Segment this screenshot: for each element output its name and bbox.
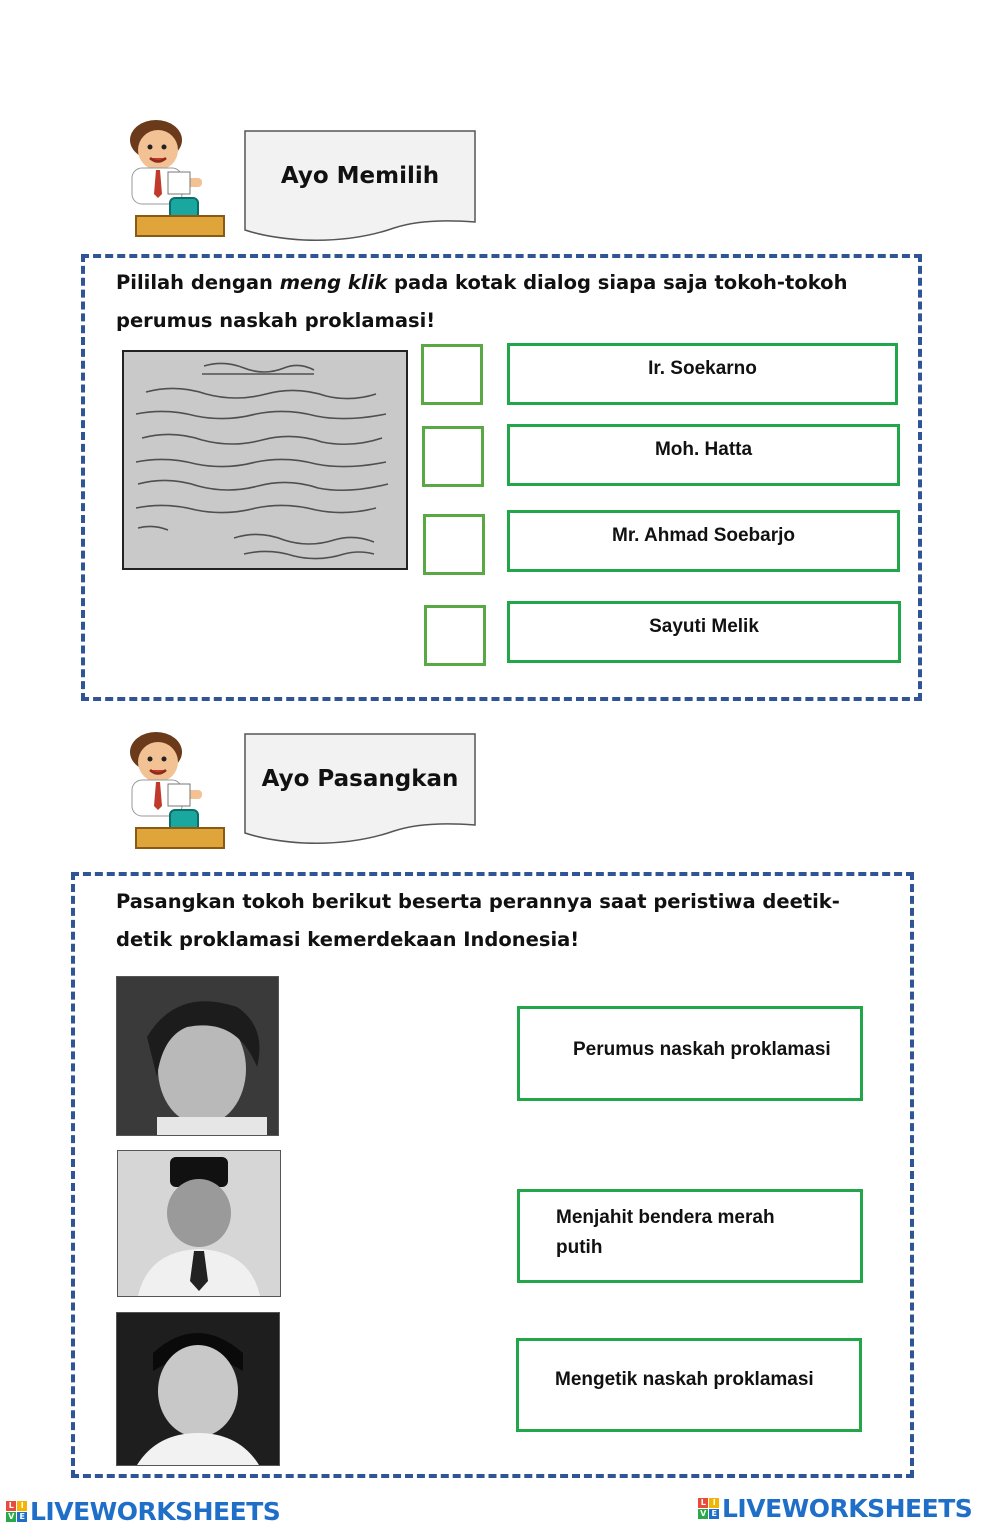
checkbox-option-3[interactable] <box>423 514 485 575</box>
match-label-3: Mengetik naskah proklamasi <box>555 1369 814 1390</box>
option-label-3: Mr. Ahmad Soebarjo <box>612 525 795 546</box>
instruction-text-emphasis: meng klik <box>279 271 388 294</box>
portrait-photo-3 <box>116 1312 280 1466</box>
checkbox-option-2[interactable] <box>422 426 484 487</box>
brand-text-right: LIVEWORKSHEETS <box>722 1494 973 1523</box>
portrait-photo-1 <box>116 976 279 1136</box>
option-box-2[interactable] <box>507 424 900 486</box>
portrait-photo-2 <box>117 1150 281 1297</box>
instruction-pasangkan-line2: detik proklamasi kemerdekaan Indonesia! <box>116 928 580 951</box>
instruction-memilih-line2: perumus naskah proklamasi! <box>116 309 436 332</box>
section-title-card-memilih <box>244 130 476 245</box>
boy-mascot-illustration-2 <box>118 728 228 853</box>
liveworksheets-logo-left <box>6 1497 280 1526</box>
section-title-pasangkan: Ayo Pasangkan <box>261 766 459 792</box>
option-label-2: Moh. Hatta <box>654 439 753 460</box>
instruction-text-pre: Pililah dengan <box>116 271 280 294</box>
option-box-3[interactable] <box>507 510 900 572</box>
match-box-1[interactable] <box>517 1006 863 1101</box>
option-box-4[interactable] <box>507 601 901 663</box>
instruction-memilih-line1 <box>116 264 906 302</box>
instruction-text-post: pada kotak dialog siapa saja tokoh-tokoh <box>387 271 848 294</box>
liveworksheets-logo-right <box>698 1494 972 1523</box>
option-box-1[interactable] <box>507 343 898 405</box>
liveworksheets-logo-icon: L I V E <box>6 1501 27 1522</box>
option-label-1: Ir. Soekarno <box>648 358 757 379</box>
instruction-pasangkan-line1: Pasangkan tokoh berikut beserta perannya saat peristiwa deetik- <box>116 890 840 913</box>
section-title-memilih: Ayo Memilih <box>280 163 440 189</box>
match-label-1: Perumus naskah proklamasi <box>573 1039 831 1060</box>
match-box-2[interactable] <box>517 1189 863 1283</box>
brand-text-left: LIVEWORKSHEETS <box>30 1497 281 1526</box>
liveworksheets-logo-icon-right: L I V E <box>698 1498 719 1519</box>
checkbox-option-4[interactable] <box>424 605 486 666</box>
section-title-card-pasangkan <box>244 733 476 848</box>
match-box-3[interactable] <box>516 1338 862 1432</box>
proclamation-manuscript-image <box>122 350 408 570</box>
instruction-pasangkan <box>116 883 906 959</box>
instruction-memilih <box>116 264 906 340</box>
checkbox-option-1[interactable] <box>421 344 483 405</box>
option-label-4: Sayuti Melik <box>649 616 759 637</box>
match-label-2: Menjahit bendera merah putih <box>556 1207 775 1258</box>
boy-mascot-illustration <box>118 116 228 241</box>
